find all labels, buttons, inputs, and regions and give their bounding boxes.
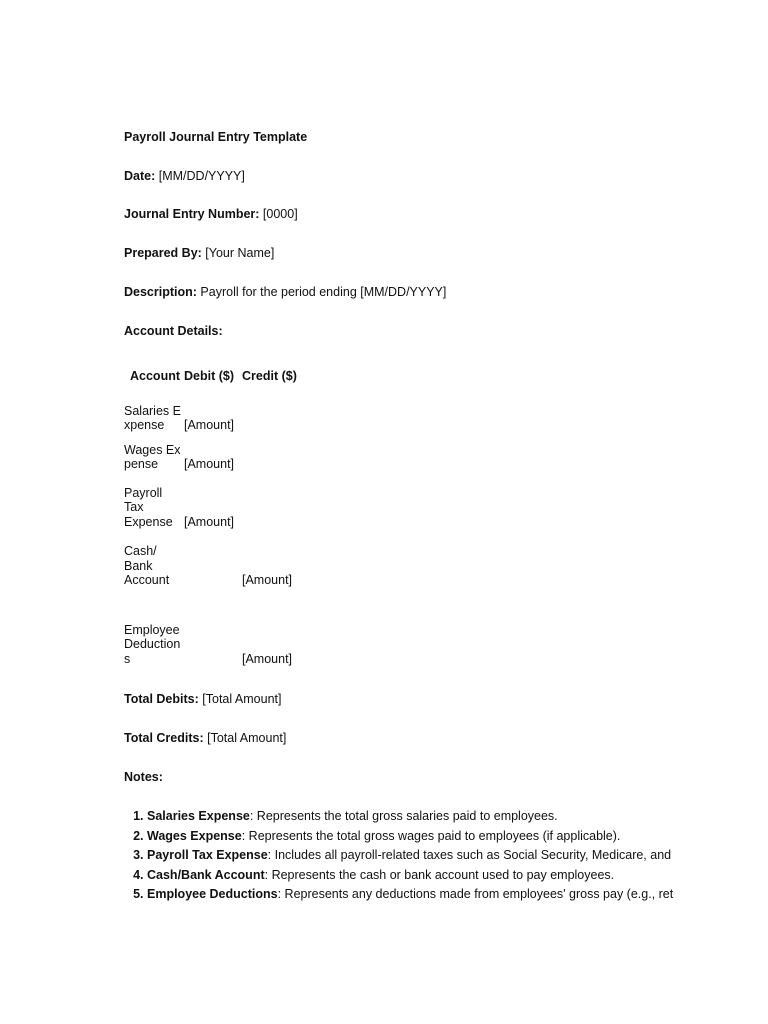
prepared-by-value: [Your Name] [205, 246, 275, 260]
date-field [124, 169, 245, 184]
prepared-by-label: Prepared By: [124, 246, 202, 260]
row-credit: [Amount] [242, 651, 293, 666]
row-account: Wages Expense [124, 442, 181, 471]
row-credit [242, 443, 302, 486]
row-debit [184, 623, 242, 667]
header-account: Account [130, 369, 180, 383]
account-table-header [124, 369, 302, 404]
total-credits-label: Total Credits: [124, 731, 204, 745]
date-value: [MM/DD/YYYY] [158, 169, 245, 183]
notes-list [124, 807, 692, 905]
row-account: Payroll Tax Expense [124, 485, 173, 529]
description-value: Payroll for the period ending [MM/DD/YYYY] [200, 285, 447, 299]
journal-entry-number-field [124, 207, 298, 222]
account-details-heading: Account Details: [124, 324, 223, 338]
list-item [147, 885, 692, 905]
table-row [124, 623, 302, 667]
note-text: : Represents the total gross wages paid to employees (if applicable). [241, 828, 621, 843]
prepared-by-field [124, 246, 274, 261]
note-text: : Represents the cash or bank account used to pay employees. [264, 867, 615, 882]
note-text: : Represents any deductions made from employees' gross pay (e.g., ret [277, 887, 674, 901]
row-credit [242, 486, 302, 545]
note-term: Payroll Tax Expense [147, 848, 268, 862]
row-debit: [Amount] [184, 457, 235, 471]
note-text: : Includes all payroll-related taxes such as Social Security, Medicare, and [267, 848, 672, 862]
row-debit: [Amount] [184, 418, 235, 432]
note-term: Cash/Bank Account [147, 867, 265, 882]
table-row [124, 486, 302, 545]
row-credit: [Amount] [242, 573, 293, 587]
description-label: Description: [124, 285, 197, 299]
row-account: Cash/ Bank Account [124, 544, 170, 587]
header-debit: Debit ($) [184, 369, 234, 383]
total-debits-field [124, 692, 281, 707]
table-row [124, 404, 302, 443]
note-text: : Represents the total gross salaries paid to employees. [249, 809, 558, 823]
list-item [147, 827, 692, 847]
date-label: Date: [124, 169, 156, 183]
list-item [147, 846, 692, 866]
account-table [124, 369, 302, 666]
row-debit: [Amount] [184, 514, 235, 529]
note-term: Salaries Expense [147, 809, 250, 823]
header-credit: Credit ($) [242, 369, 297, 383]
note-term: Wages Expense [147, 828, 242, 843]
total-debits-label: Total Debits: [124, 692, 199, 706]
total-credits-field [124, 731, 286, 746]
table-row [124, 443, 302, 486]
total-credits-value: [Total Amount] [207, 731, 287, 745]
row-debit [184, 544, 242, 623]
journal-entry-number-label: Journal Entry Number: [124, 207, 260, 221]
list-item [147, 807, 692, 827]
total-debits-value: [Total Amount] [202, 692, 282, 706]
row-credit [242, 404, 302, 443]
list-item [147, 866, 692, 886]
note-term: Employee Deductions [147, 887, 278, 901]
description-field [124, 285, 446, 300]
notes-heading: Notes: [124, 770, 163, 784]
row-account: Employee Deductions [124, 622, 181, 666]
document-title: Payroll Journal Entry Template [124, 130, 308, 144]
row-account: Salaries Expense [124, 403, 181, 432]
table-row [124, 544, 302, 623]
journal-entry-number-value: [0000] [262, 207, 298, 221]
